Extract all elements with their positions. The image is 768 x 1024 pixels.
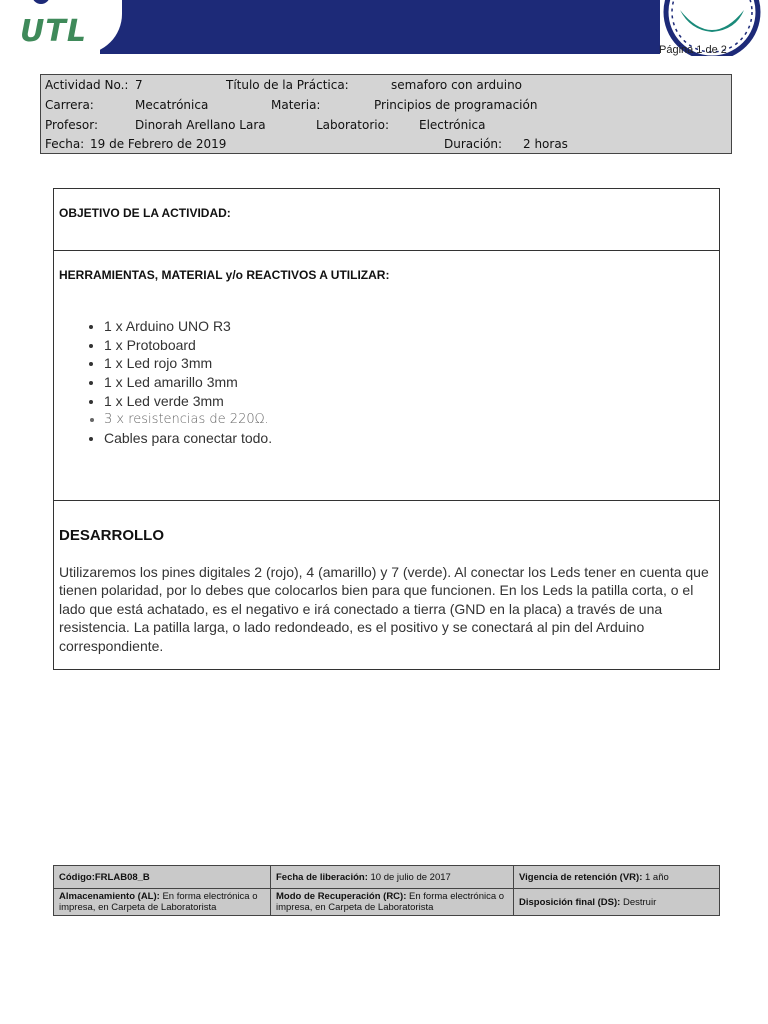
list-item: • 1 x Led verde 3mm — [104, 392, 272, 411]
carrera-value: Mecatrónica — [135, 98, 209, 112]
list-item: • Cables para conectar todo. — [104, 429, 272, 448]
carrera-label: Carrera: — [45, 98, 94, 112]
materia-value: Principios de programación — [374, 98, 538, 112]
vigencia-cell: Vigencia de retención (VR): 1 año — [514, 866, 720, 889]
duracion-value: 2 horas — [523, 137, 568, 151]
duracion-label: Duración: — [444, 137, 503, 151]
titulo-label: Título de la Práctica: — [226, 78, 349, 92]
laboratorio-label: Laboratorio: — [316, 118, 389, 132]
table-row — [54, 889, 720, 916]
list-item: • 1 x Led amarillo 3mm — [104, 373, 272, 392]
materia-label: Materia: — [271, 98, 321, 112]
materials-list — [78, 317, 272, 448]
page-number: Página 1 de 2 — [659, 44, 727, 56]
profesor-value: Dinorah Arellano Lara — [135, 118, 266, 132]
list-item: • 1 x Led rojo 3mm — [104, 354, 272, 373]
actividad-label: Actividad No.: — [45, 78, 129, 92]
titulo-value: semaforo con arduino — [391, 78, 523, 92]
actividad-value: 7 — [135, 78, 143, 92]
codigo-cell: Código:FRLAB08_B — [54, 866, 271, 889]
desarrollo-text: Utilizaremos los pines digitales 2 (rojo), 4 (amarillo) y 7 (verde). Al conectar los Leds tener en cuenta que tienen polaridad, por lo debes que colocarlos bien para que funcionen. En los Leds la patilla corta, o el lado que está achatado, es el negativo e irá conectado a tierra (GND en la placa) a través de una resistencia. La patilla larga, o lado redondeado, es el positivo y se conectará al pin del Arduino correspondiente. — [59, 564, 709, 654]
disposicion-cell: Disposición final (DS): Destruir — [514, 889, 720, 916]
activity-info-box — [40, 74, 732, 154]
list-item: • 1 x Protoboard — [104, 336, 272, 355]
objetivo-section — [54, 189, 719, 251]
logo-dot-icon — [32, 0, 50, 4]
banner-bar — [100, 0, 660, 54]
fecha-liberacion-cell: Fecha de liberación: 10 de julio de 2017 — [271, 866, 514, 889]
fecha-value: 19 de Febrero de 2019 — [90, 137, 227, 151]
almacenamiento-cell: Almacenamiento (AL): En forma electrónica o impresa, en Carpeta de Laboratorista — [54, 889, 271, 916]
herramientas-title: HERRAMIENTAS, MATERIAL y/o REACTIVOS A UTILIZAR: — [59, 268, 390, 282]
list-item: • 1 x Arduino UNO R3 — [104, 317, 272, 336]
document-control-table — [53, 865, 720, 916]
objetivo-title: OBJETIVO DE LA ACTIVIDAD: — [59, 206, 231, 220]
table-row — [54, 866, 720, 889]
profesor-label: Profesor: — [45, 118, 99, 132]
desarrollo-title: DESARROLLO — [59, 527, 164, 544]
laboratorio-value: Electrónica — [419, 118, 486, 132]
modo-recuperacion-cell: Modo de Recuperación (RC): En forma electrónica o impresa, en Carpeta de Laboratorista — [271, 889, 514, 916]
fecha-label: Fecha: — [45, 137, 85, 151]
activity-content-box — [53, 188, 720, 670]
list-item: • 3 x resistencias de 220Ω. — [104, 411, 272, 430]
header-banner — [0, 0, 768, 56]
utl-logo: UTL — [20, 14, 87, 49]
